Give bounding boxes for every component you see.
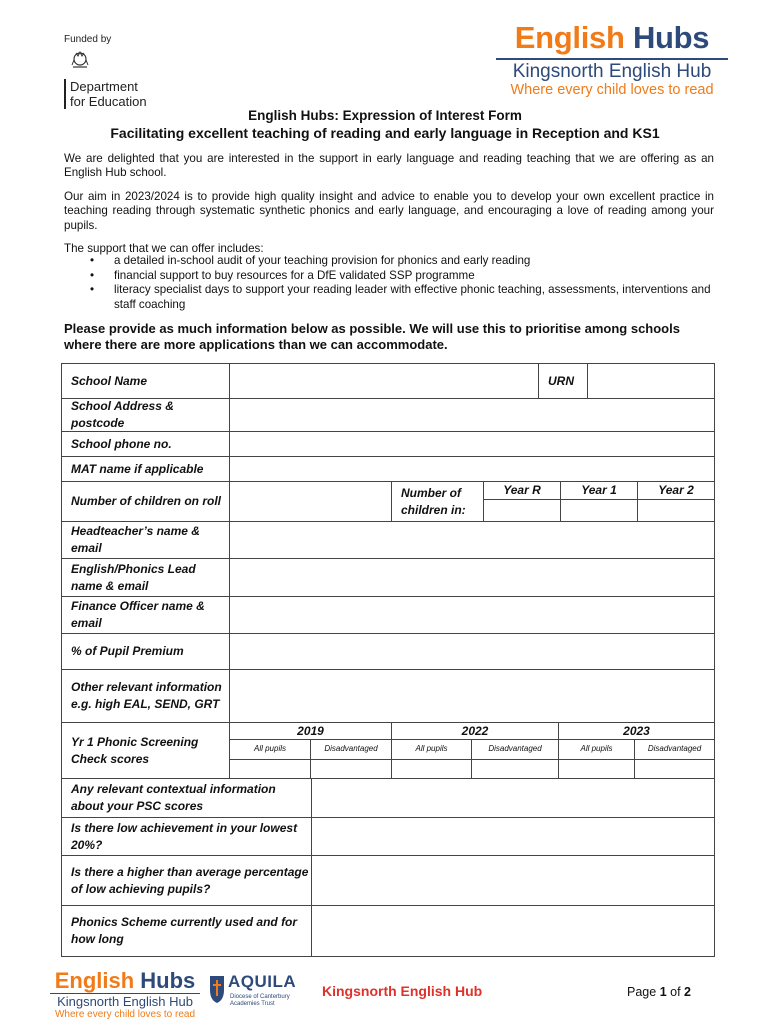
dept-line1: Department [70,79,138,94]
pupil-premium-field[interactable] [230,634,714,670]
urn-label: URN [539,364,588,399]
intro-text [64,152,714,353]
all-pupils-2019-field[interactable] [230,760,311,779]
urn-field[interactable] [588,364,714,399]
page-current: 1 [659,985,667,999]
disadvantaged-2022-field[interactable] [472,760,559,779]
funded-by-text: Funded by [64,34,112,45]
higher-low-achieving-label: Is there a higher than average percentage of low achieving pupils? [62,856,312,906]
support-list [64,254,714,312]
expression-form-table [61,363,715,957]
school-phone-field[interactable] [230,432,714,457]
disadvantaged-2019-header: Disadvantaged [311,740,392,760]
intro-paragraph-2: Our aim in 2023/2024 is to provide high quality insight and advice to enable you to develop your own excellent practice in teaching reading through systematic synthetic phonics and early language, and encouraging a love of reading among your pupils. [64,189,714,232]
disadvantaged-2022-header: Disadvantaged [472,740,559,760]
phonics-lead-field[interactable] [230,559,714,597]
list-item: • a detailed in-school audit of your teaching provision for phonics and early reading [90,254,714,268]
page-of: of [670,985,681,999]
finance-officer-field[interactable] [230,597,714,634]
all-pupils-2022-header: All pupils [392,740,472,760]
brand-word2: Hubs [632,20,710,55]
all-pupils-2022-field[interactable] [392,760,472,779]
aquila-shield-icon [208,974,226,1004]
brand-title [496,20,728,56]
pupil-premium-label: % of Pupil Premium [62,634,230,670]
aquila-subtext [230,994,290,1008]
children-in-label: Number of children in: [392,482,484,522]
other-info-label: Other relevant information e.g. high EAL, SEND, GRT [62,670,230,723]
year-1-field[interactable] [561,500,638,522]
all-pupils-2019-header: All pupils [230,740,311,760]
higher-low-achieving-field[interactable] [312,856,714,906]
headteacher-label: Headteacher’s name & email [62,522,230,559]
headteacher-field[interactable] [230,522,714,559]
please-provide-text: Please provide as much information below as possible. We will use this to prioritise among schools where there are more applications than we can accommodate. [64,321,680,353]
royal-crest-icon [70,50,90,70]
context-psc-field[interactable] [312,779,714,818]
phonics-lead-label: English/Phonics Lead name & email [62,559,230,597]
form-titles [60,107,710,142]
mat-name-label: MAT name if applicable [62,457,230,482]
year-r-header: Year R [484,482,561,500]
all-pupils-2023-field[interactable] [559,760,635,779]
year-1-header: Year 1 [561,482,638,500]
year-2022-header: 2022 [392,723,559,740]
disadvantaged-2023-field[interactable] [635,760,714,779]
footer-brand-word2: Hubs [140,968,196,993]
footer-brand-word1: English [54,968,135,993]
page-number [627,985,691,999]
list-item: • financial support to buy resources for a DfE validated SSP programme [90,269,714,283]
dept-line2: for Education [70,94,147,109]
disadvantaged-2019-field[interactable] [311,760,392,779]
support-intro: The support that we can offer includes: [64,242,264,256]
school-name-field[interactable] [230,364,539,399]
school-address-field[interactable] [230,399,714,432]
context-psc-label: Any relevant contextual information about your PSC scores [62,779,312,818]
footer-tagline: Where every child loves to read [54,1009,196,1020]
low-achievement-label: Is there low achievement in your lowest 20%? [62,818,312,856]
year-2023-header: 2023 [559,723,714,740]
year-2-header: Year 2 [638,482,714,500]
year-2019-header: 2019 [230,723,392,740]
all-pupils-2023-header: All pupils [559,740,635,760]
english-hubs-logo [496,20,728,99]
school-address-label: School Address & postcode [62,399,230,432]
list-item: • literacy specialist days to support your reading leader with effective phonic teaching, assessments, interventions and staff coaching [90,283,714,312]
intro-paragraph-1: We are delighted that you are interested in the support in early language and reading teaching that we are offering as an English Hub school. [64,152,714,180]
hub-name: Kingsnorth English Hub [496,58,728,82]
finance-officer-label: Finance Officer name & email [62,597,230,634]
footer-center-text: Kingsnorth English Hub [322,983,483,999]
school-name-label: School Name [62,364,230,399]
other-info-field[interactable] [230,670,714,723]
disadvantaged-2023-header: Disadvantaged [635,740,714,760]
aquila-name: AQUILA [228,972,297,991]
department-name [64,79,174,109]
page-total: 2 [684,985,691,999]
mat-name-field[interactable] [230,457,714,482]
footer-brand-title [50,968,200,993]
psc-label: Yr 1 Phonic Screening Check scores [62,723,230,779]
tagline: Where every child loves to read [510,82,714,98]
phonics-scheme-label: Phonics Scheme currently used and for how long [62,906,312,956]
page-footer [0,966,770,1024]
form-subtitle: Facilitating excellent teaching of reading and early language in Reception and KS1 [110,125,660,141]
brand-word1: English [514,20,625,55]
children-on-roll-field[interactable] [230,482,392,522]
children-on-roll-label: Number of children on roll [62,482,230,522]
phonics-scheme-field[interactable] [312,906,714,956]
year-2-field[interactable] [638,500,714,522]
footer-hub-name: Kingsnorth English Hub [50,993,200,1009]
year-r-field[interactable] [484,500,561,522]
aquila-logo [208,972,318,1012]
form-title: English Hubs: Expression of Interest Form [248,108,522,123]
low-achievement-field[interactable] [312,818,714,856]
dfe-logo [64,34,174,109]
school-phone-label: School phone no. [62,432,230,457]
aquila-subtext-line1: Diocese of Canterbury [230,994,290,1000]
footer-english-hubs-logo [50,968,200,1021]
page-prefix: Page [627,985,657,999]
aquila-subtext-line2: Academies Trust [230,1001,275,1007]
